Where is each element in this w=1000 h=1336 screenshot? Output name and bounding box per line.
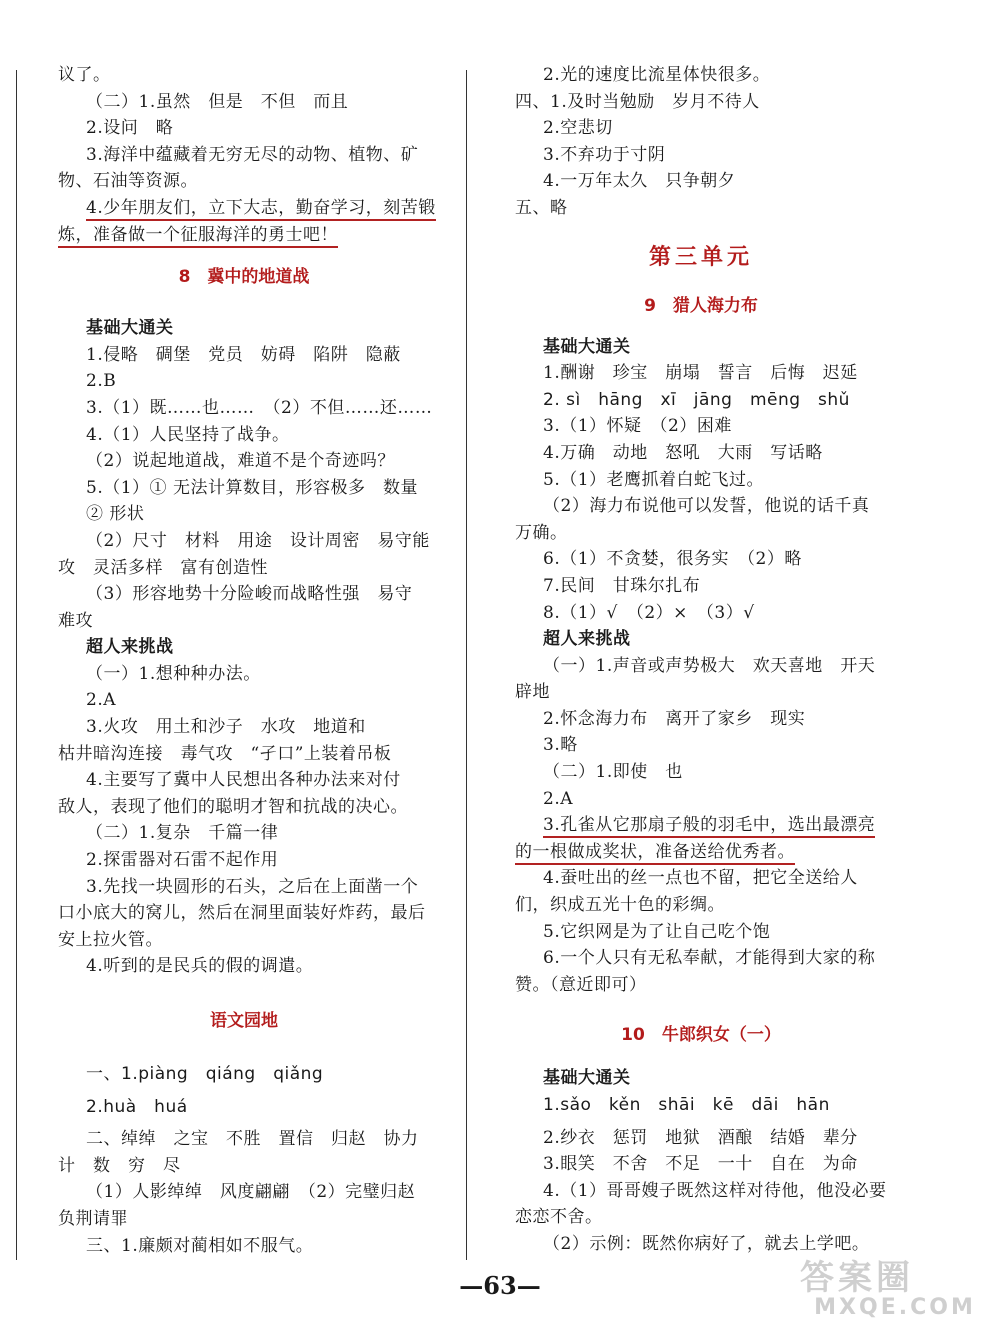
text-line: 3.（1）怀疑 （2）困难	[543, 416, 732, 437]
text-line: 辟地	[515, 682, 550, 703]
text-line: 3.略	[543, 735, 578, 756]
text-line: 2.探雷器对石雷不起作用	[86, 850, 279, 871]
text-line: 7.民间 甘珠尔扎布	[543, 575, 701, 596]
text-line: 们，织成五光十色的彩绸。	[515, 895, 725, 916]
section-heading: 超人来挑战	[543, 629, 631, 650]
pinyin-line: 1.sǎo kěn shāi kē dāi hān	[543, 1095, 830, 1115]
text-line: （1）人影绰绰 风度翩翩 （2）完璧归赵	[86, 1182, 416, 1203]
text-line: 3.海洋中蕴藏着无穷无尽的动物、植物、矿	[86, 144, 419, 165]
text-line: 五、略	[515, 197, 568, 218]
text-line: 物、石油等资源。	[58, 171, 198, 192]
text-line: 四、1.及时当勉励 岁月不待人	[515, 91, 760, 112]
underlined-text: 炼，准备做一个征服海洋的勇士吧！	[58, 225, 338, 248]
watermark-line-2: MXQE.COM	[814, 1295, 976, 1320]
text-line: 4.蚕吐出的丝一点也不留，把它全送给人	[543, 868, 858, 889]
left-column	[58, 62, 436, 1259]
text-line: （二）1.即使 也	[543, 762, 683, 783]
underlined-text: 的一根做成奖状，准备送给优秀者。	[515, 842, 795, 865]
unit-title: 第三单元	[648, 244, 753, 270]
text-line: 1.侵略 碉堡 党员 妨碍 陷阱 隐蔽	[86, 344, 401, 365]
text-line: 2.A	[86, 690, 116, 711]
text-line: （一）1.想种种办法。	[86, 663, 261, 684]
yuwen-yuandi-title: 语文园地	[210, 1011, 278, 1031]
text-line: 赞。（意近即可）	[515, 974, 647, 995]
text-line: 口小底大的窝儿，然后在洞里面装好炸药，最后	[58, 903, 426, 924]
text-line: 安上拉火管。	[58, 929, 163, 950]
underlined-text: 3.孔雀从它那扇子般的羽毛中，选出最漂亮	[543, 815, 875, 838]
text-line: 4.万确 动地 怒吼 大雨 写话略	[543, 442, 823, 463]
text-line: 攻 灵活多样 富有创造性	[58, 557, 268, 578]
text-line: 2.光的速度比流星体快很多。	[543, 65, 771, 85]
page-number: —63—	[459, 1271, 541, 1300]
text-line: 3.先找一块圆形的石头，之后在上面凿一个	[86, 876, 419, 897]
watermark-logo	[800, 1250, 990, 1330]
text-line: 二、绰绰 之宝 不胜 置信 归赵 协力	[86, 1129, 419, 1150]
text-line: 4.听到的是民兵的假的调遣。	[86, 956, 314, 977]
text-line: （二）1.复杂 千篇一律	[86, 823, 279, 844]
underlined-answer-line	[515, 812, 887, 839]
text-line: 三、1.廉颇对蔺相如不服气。	[86, 1235, 314, 1256]
text-line: 3.眼笑 不舍 不足 一十 自在 为命	[543, 1154, 858, 1175]
text-line: 4.主要写了冀中人民想出各种办法来对付	[86, 770, 401, 791]
text-line: 4.（1）人民坚持了战争。	[86, 424, 290, 445]
text-line: 负荆请罪	[58, 1208, 128, 1229]
section-heading: 基础大通关	[543, 1068, 631, 1089]
lesson-9-title: 9 猎人海力布	[644, 295, 758, 316]
text-line: 3.不弃功于寸阴	[543, 144, 666, 165]
text-line: （一）1.声音或声势极大 欢天喜地 开天	[543, 655, 876, 676]
text-line: 1.酬谢 珍宝 崩塌 誓言 后悔 迟延	[543, 363, 858, 384]
pinyin-line: 2. sì hāng xī jāng mēng shǔ	[543, 389, 850, 410]
text-line: 5.它织网是为了让自己吃个饱	[543, 921, 771, 942]
section-heading: 超人来挑战	[86, 637, 174, 658]
pinyin-line: 一、1.piàng qiáng qiǎng	[86, 1064, 324, 1084]
underlined-answer-line	[58, 222, 430, 249]
text-line: 4.（1）哥哥嫂子既然这样对待他，他没必要	[543, 1180, 887, 1201]
text-line: 5.（1）老鹰抓着白蛇飞过。	[543, 469, 765, 490]
text-line: ② 形状	[86, 504, 145, 525]
text-line: 2.纱衣 惩罚 地狱 酒酿 结婚 辈分	[543, 1127, 858, 1148]
text-line: 3.火攻 用土和沙子 水攻 地道和	[86, 717, 366, 738]
text-line: 敌人，表现了他们的聪明才智和抗战的决心。	[58, 796, 408, 817]
text-line: （2）海力布说他可以发誓，他说的话千真	[543, 496, 870, 517]
text-line: 计 数 穷 尽	[58, 1155, 181, 1176]
text-line: 难攻	[58, 610, 93, 631]
text-line: 2.怀念海力布 离开了家乡 现实	[543, 708, 806, 729]
text-line: 3.（1）既……也…… （2）不但……还……	[86, 397, 433, 418]
left-margin-rule	[16, 70, 17, 1260]
underlined-answer-line	[58, 195, 436, 222]
text-line: 2.设问 略	[86, 118, 174, 139]
text-line: （2）示例：既然你病好了，就去上学吧。	[543, 1233, 870, 1254]
underlined-answer-line	[515, 839, 887, 866]
text-line: 恋恋不舍。	[515, 1207, 603, 1228]
section-heading: 基础大通关	[86, 318, 174, 339]
text-line: 8.（1）√ （2）× （3）√	[543, 602, 755, 623]
underlined-text: 4.少年朋友们，立下大志，勤奋学习，刻苦锻	[86, 198, 436, 221]
lesson-10-title: 10 牛郎织女（一）	[621, 1025, 781, 1046]
text-line: 5.（1）① 无法计算数目，形容极多 数量	[86, 477, 418, 498]
text-line: 议了。	[58, 65, 111, 85]
text-line: 2.B	[86, 371, 117, 392]
text-line: 2.空悲切	[543, 118, 613, 139]
text-line: 万确。	[515, 522, 568, 543]
watermark-line-1: 答案圈	[800, 1258, 914, 1298]
lesson-8-title: 8 冀中的地道战	[178, 267, 310, 288]
text-line: （2）尺寸 材料 用途 设计周密 易守能	[86, 530, 430, 551]
pinyin-line: 2.huà huá	[86, 1096, 188, 1117]
text-line: 2.A	[543, 788, 573, 809]
text-line: （2）说起地道战，难道不是个奇迹吗？	[86, 451, 395, 472]
text-line: 6.一个人只有无私奉献，才能得到大家的称	[543, 948, 876, 969]
section-heading: 基础大通关	[543, 336, 631, 357]
text-line: 枯井暗沟连接 毒气攻 “孑口”上装着吊板	[58, 743, 392, 764]
text-line: （3）形容地势十分险峻而战略性强 易守	[86, 584, 413, 605]
text-line: 4.一万年太久 只争朝夕	[543, 171, 736, 192]
column-divider	[466, 70, 467, 1260]
right-column	[515, 62, 887, 1258]
text-line: 6.（1）不贪婪，很务实 （2）略	[543, 549, 802, 570]
text-line: （二）1.虽然 但是 不但 而且	[86, 91, 349, 112]
